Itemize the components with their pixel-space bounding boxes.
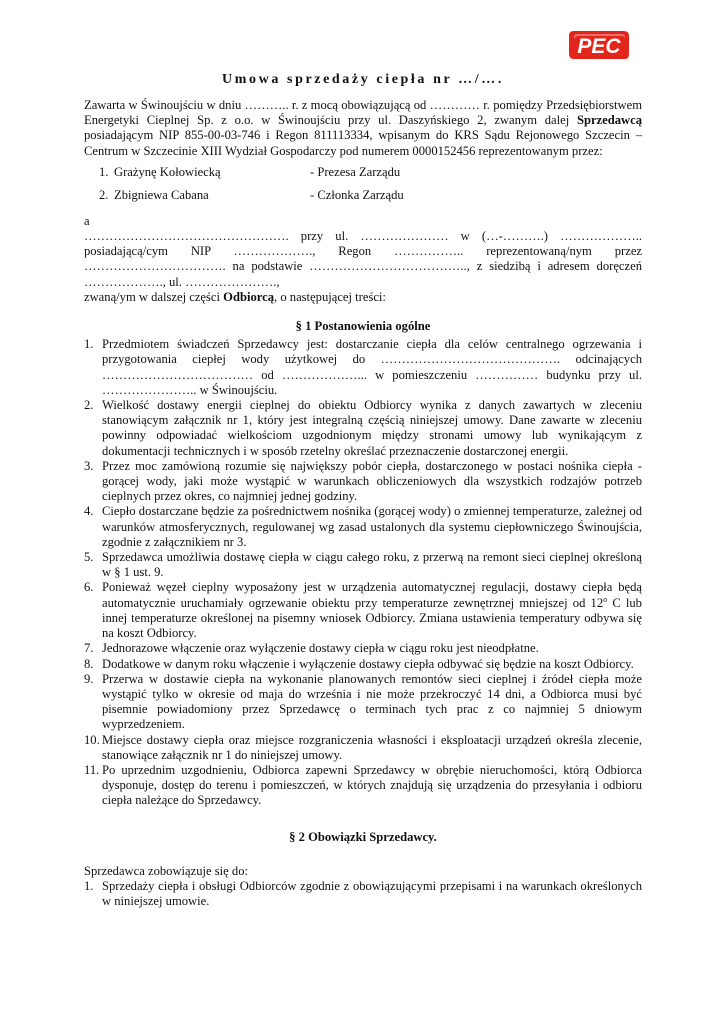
document-body (84, 98, 642, 909)
rep-role: - Członka Zarządu (310, 187, 404, 202)
item-num: 1. (84, 337, 94, 352)
item-num: 4. (84, 504, 94, 519)
item-text: Dodatkowe w danym roku włączenie i wyłączenie dostawy ciepła odbywać się będzie na koszt Odbiorcy. (102, 656, 634, 671)
representative-row (99, 165, 642, 188)
buyer-naming (84, 290, 642, 305)
item-text: Po uprzednim uzgodnieniu, Odbiorca zapewni Sprzedawcy w obrębie nieruchomości, którą Odbiorca dysponuje, dostęp do terenu i pomieszczeń, w których znajdują się urządzenia do przesyłania i odbioru ciepła należące do Sprzedawcy. (102, 762, 642, 808)
item-text: Ciepło dostarczane będzie za pośrednictwem nośnika (gorącej wody) o zmiennej temperaturze, zależnej od warunków atmosferycznych, regulowanej wg zasad ustalonych dla systemu ciepłowniczego Świnoujścia, zgodnie z załącznikiem nr 3. (102, 504, 642, 549)
pec-logo (567, 28, 631, 62)
rep-num: 1. (99, 164, 109, 179)
item-text: Sprzedawca umożliwia dostawę ciepła w ciągu całego roku, z przerwą na remont sieci cieplnej określoną w § 1 ust. 9. (102, 550, 642, 580)
item-text: Miejsce dostawy ciepła oraz miejsce rozgraniczenia własności i eksploatacji urządzeń określa zlecenie, stanowiące załącznik nr 1 do niniejszej umowy. (102, 732, 642, 762)
item-num: 2. (84, 398, 94, 413)
list-item (84, 504, 642, 550)
list-item (84, 733, 642, 763)
section2-list (84, 879, 642, 909)
buyer-paragraph: …………………………………………. przy ul. ………………… w (…-……….) ……………….. posiadającą/cym NIP ………………., Regon …………….. reprezentowaną/nym przez ……………………………. na podstawie ……………………………….., z siedzibą i adresem doręczeń ………………., ul. …………………., (84, 229, 642, 289)
item-num: 6. (84, 580, 94, 595)
item-num: 3. (84, 458, 94, 473)
section1-list (84, 337, 642, 808)
item-num: 5. (84, 550, 94, 565)
pec-logo-text: PEC (577, 35, 621, 58)
rep-role: - Prezesa Zarządu (310, 164, 401, 179)
item-text: Sprzedaży ciepła i obsługi Odbiorców zgodnie z obowiązującymi przepisami i na warunkach określonych w niniejszej umowie. (102, 878, 642, 909)
representative-row (99, 188, 642, 211)
list-item (84, 641, 642, 656)
page-title: Umowa sprzedaży ciepła nr …/…. (222, 72, 504, 87)
rep-num: 2. (99, 187, 109, 202)
list-item (84, 672, 642, 733)
representatives-list (99, 165, 642, 211)
item-num: 1. (84, 878, 94, 893)
intro-text-cont: posiadającym NIP 855-00-03-746 i Regon 811113334, wpisanym do KRS Sądu Rejonowego Szczecin – Centrum w Szczecinie XIII Wydział Gospodarczy pod numerem 0000152456 reprezentowanym przez: (84, 128, 642, 158)
item-text: Jednorazowe włączenie oraz wyłączenie dostawy ciepła w ciągu roku jest nieodpłatne. (102, 641, 539, 656)
list-item (84, 398, 642, 459)
section2-heading: § 2 Obowiązki Sprzedawcy. (289, 829, 437, 844)
section2-intro: Sprzedawca zobowiązuje się do: (84, 863, 249, 878)
list-item (84, 879, 642, 909)
seller-term: Sprzedawcą (576, 113, 642, 128)
item-text-part: C lub innej temperaturze określonej na pisemny wniosek Odbiorcy. Zmiana ustawienia temperatury odbywa się na koszt Odbiorcy. (102, 595, 642, 641)
item-text (102, 580, 642, 641)
item-text-part: Ponieważ węzeł cieplny wyposażony jest w urządzenia automatycznej regulacji, dostawy ciepła będą automatycznie uruchamiały ogrzewanie obiektu przy temperaturze zewnętrznej mniejszej od 12 (102, 580, 642, 610)
item-text: Przedmiotem świadczeń Sprzedawcy jest: dostarczanie ciepła dla celów centralnego ogrzewania i przygotowania ciepłej wody użytkowej do ……………………………………. odcinających ……………………………… od ………………... w pomieszczeniu …………… budynku przy ul. ………………….. w Świnoujściu. (102, 337, 642, 397)
item-text: Przez moc zamówioną rozumie się największy pobór ciepła, dostarczonego w postaci nośnika ciepła -gorącej wody, jaki może wystąpić w warunkach obliczeniowych dla wszystkich rodzajów potrzeb cieplnych przez okres, co najmniej jednej godziny. (102, 458, 642, 504)
degree-sup: o (603, 594, 608, 604)
list-item (84, 459, 642, 505)
intro-paragraph (84, 98, 642, 159)
rep-name: Zbigniewa Cabana (114, 187, 209, 202)
item-num: 7. (84, 641, 94, 656)
rep-name: Grażynę Kołowiecką (114, 164, 221, 179)
item-num: 9. (84, 671, 94, 686)
item-num: 11. (84, 762, 100, 777)
intro-text: Zawarta w Świnoujściu w dniu ……….. r. z mocą obowiązującą od ………… r. pomiędzy Przedsiębiorstwem Energetyki Cieplnej Sp. z o.o. w Świnoujściu przy ul. Daszyńskiego 2, zwanym dalej (84, 98, 642, 128)
section1-heading: § 1 Postanowienia ogólne (295, 319, 431, 334)
list-item (84, 763, 642, 809)
item-num: 8. (84, 656, 94, 671)
buyer-naming-text: zwaną/ym w dalszej części (84, 289, 224, 304)
item-num: 10. (84, 732, 100, 747)
buyer-term: Odbiorcą (223, 289, 275, 304)
list-item (84, 550, 642, 580)
list-item (84, 337, 642, 398)
item-text: Wielkość dostawy energii cieplnej do obiektu Odbiorcy wynika z danych zawartych w zleceniu stanowiącym załącznik nr 1, który jest integralną częścią niniejszej umowy. Dane zawarte w zleceniu powinny odpowiadać wielkościom uzgodnionym między stronami umowy lub wynikającym z dokumentacji technicznych i w sposób rzetelny określać przeznaczenie dostarczonej energii. (102, 398, 642, 458)
buyer-naming-end: , o następującej treści: (274, 289, 386, 304)
and-word: a (84, 213, 90, 228)
list-item (84, 657, 642, 672)
item-text: Przerwa w dostawie ciepła na wykonanie planowanych remontów sieci cieplnej i źródeł ciepła może wystąpić tylko w okresie od maja do września i nie może przekroczyć 14 dni, a Odbiorca musi być pisemnie powiadomiony przez Sprzedawcę o terminach tych prac z co najmniej 5 dniowym wyprzedzeniem. (102, 671, 642, 732)
list-item (84, 580, 642, 641)
